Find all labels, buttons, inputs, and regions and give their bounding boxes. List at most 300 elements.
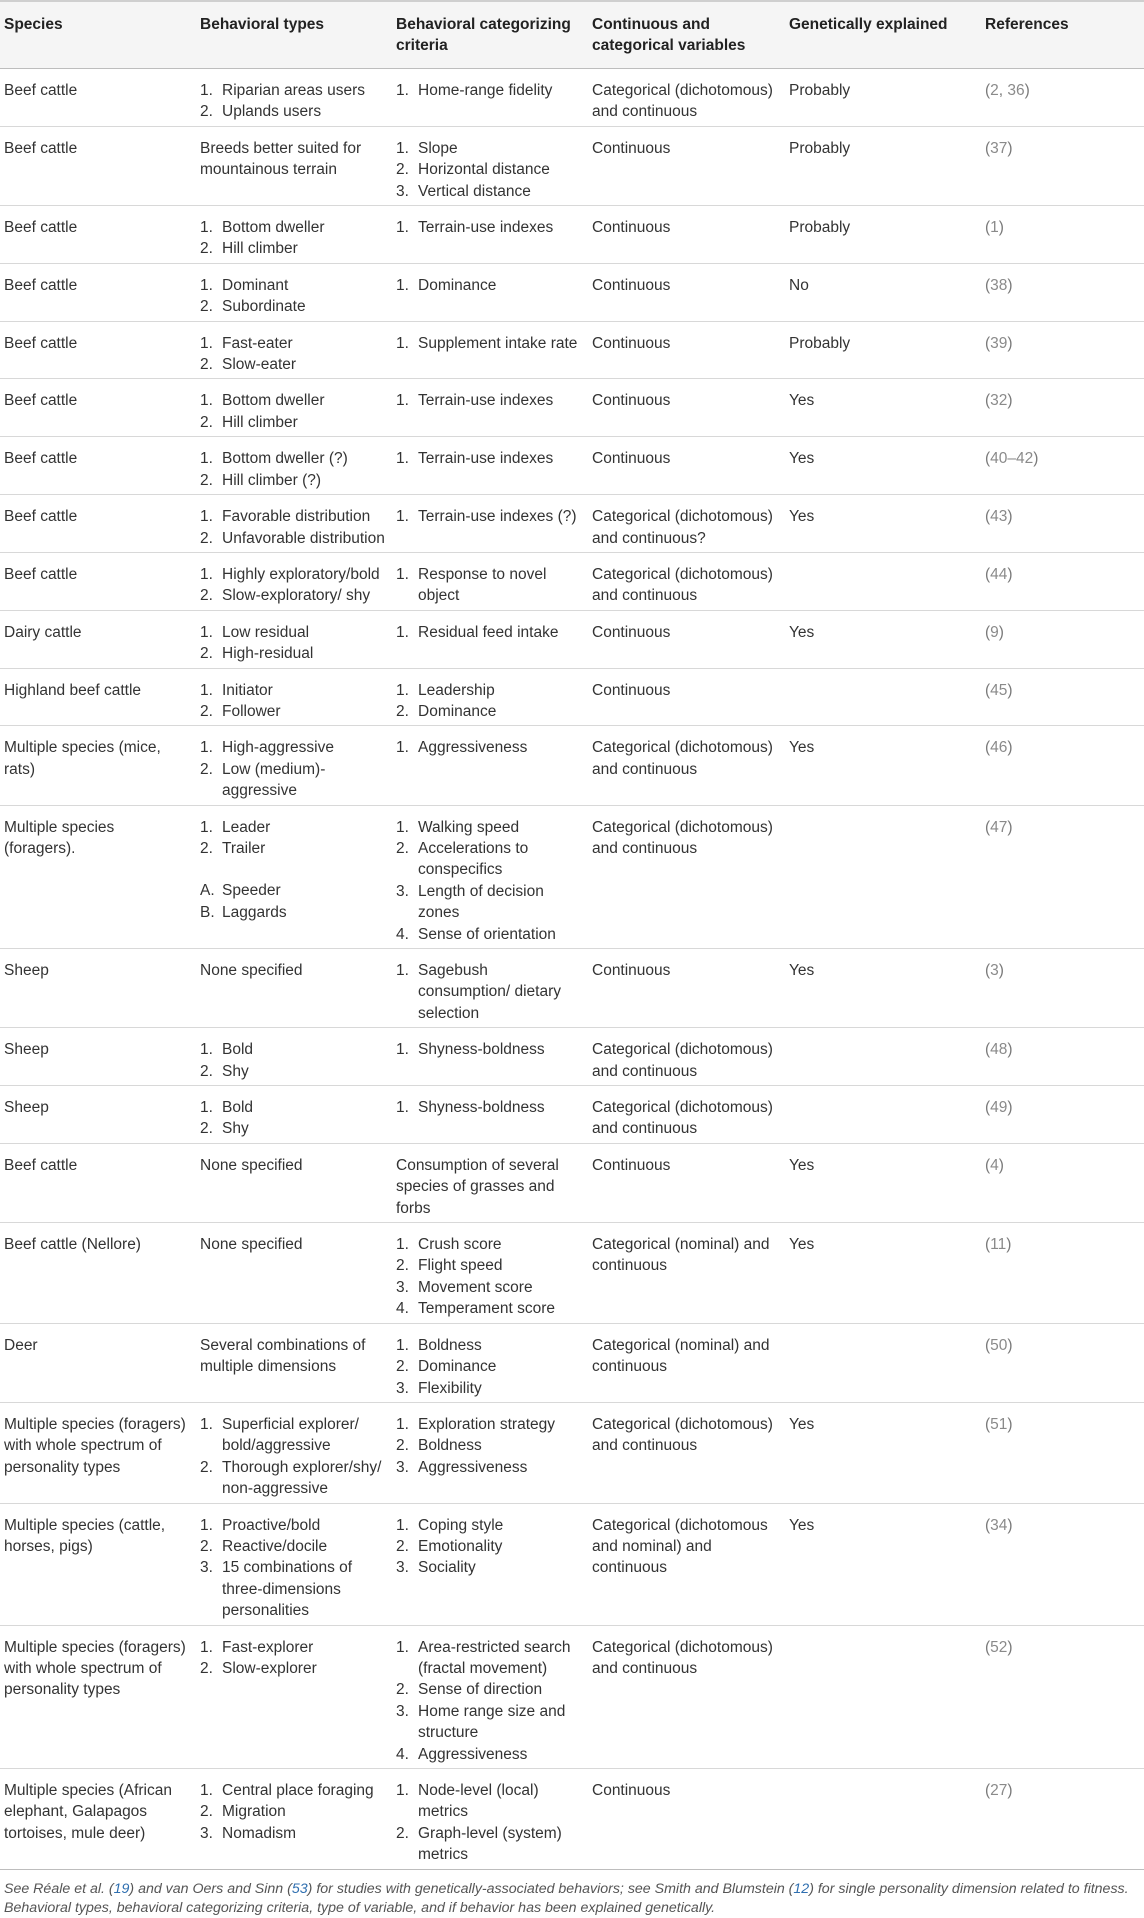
numbered-list — [200, 1097, 386, 1140]
list-item — [200, 1823, 386, 1844]
list-item — [396, 217, 582, 238]
list-item — [200, 1097, 386, 1118]
cell-behavioral-types — [196, 552, 392, 610]
reference-link[interactable]: 45 — [990, 681, 1008, 699]
list-marker: 3. — [200, 1824, 213, 1842]
reference-punct: ) — [1007, 1516, 1013, 1534]
list-item-text: Accelerations to conspecifics — [418, 839, 529, 879]
list-item-text: Graph-level (system) metrics — [418, 1824, 562, 1864]
cell-genetically-explained: Probably — [785, 126, 981, 205]
cell-variables: Continuous — [588, 949, 785, 1028]
list-marker: 2. — [396, 1358, 409, 1376]
list-item — [396, 1515, 582, 1536]
numbered-list — [200, 506, 386, 549]
reference-punct: ( — [985, 334, 991, 352]
list-item-text: Thorough explorer/shy/ non-aggressive — [222, 1458, 382, 1498]
cell-variables: Continuous — [588, 1769, 785, 1870]
types-text: None specified — [200, 1156, 303, 1174]
cell-genetically-explained: Yes — [785, 1402, 981, 1503]
list-item — [200, 585, 386, 606]
list-item — [396, 1277, 582, 1298]
header-variables: Continuous and categorical variables — [588, 1, 785, 69]
list-item-text: Slow-exploratory/ shy — [222, 587, 371, 605]
list-marker: 2. — [396, 1824, 409, 1842]
numbered-list — [200, 448, 386, 491]
cell-variables: Categorical (dichotomous) and continuous — [588, 1402, 785, 1503]
footnote-text: See Réale et al. ( — [4, 1880, 114, 1897]
cell-references — [981, 610, 1144, 668]
cell-categorizing-criteria — [392, 1323, 588, 1402]
list-marker: 1. — [396, 1336, 409, 1354]
table-row — [0, 668, 1144, 726]
reference-punct: ) — [1007, 334, 1013, 352]
header-genetically-explained: Genetically explained — [785, 1, 981, 69]
reference-punct: ) — [1007, 1099, 1013, 1117]
table-row — [0, 206, 1144, 264]
list-item — [396, 181, 582, 202]
header-row — [0, 1, 1144, 69]
cell-categorizing-criteria — [392, 126, 588, 205]
list-item-text: Sense of orientation — [418, 925, 556, 943]
list-marker: 1. — [200, 334, 213, 352]
list-item — [396, 564, 582, 607]
list-item-text: Home range size and structure — [418, 1702, 566, 1742]
list-item-text: Response to novel object — [418, 565, 547, 605]
list-marker: 2. — [396, 839, 409, 857]
cell-behavioral-types — [196, 437, 392, 495]
reference-link[interactable]: 46 — [990, 739, 1008, 757]
list-item — [200, 622, 386, 643]
numbered-list — [200, 80, 386, 123]
list-marker: 3. — [200, 1559, 213, 1577]
list-item — [396, 1234, 582, 1255]
cell-references — [981, 1028, 1144, 1086]
list-marker: 2. — [200, 839, 213, 857]
list-marker: 1. — [200, 276, 213, 294]
cell-behavioral-types — [196, 1769, 392, 1870]
reference-punct: ) — [1007, 681, 1013, 699]
footnote-reference-link[interactable]: 53 — [291, 1880, 308, 1897]
list-marker: 1. — [200, 1638, 213, 1656]
list-item — [200, 354, 386, 375]
list-marker: 1. — [396, 1099, 409, 1117]
reference-link[interactable]: 11 — [990, 1236, 1007, 1254]
numbered-list — [396, 506, 582, 527]
list-item-text: Bottom dweller — [222, 392, 325, 410]
list-marker: 1. — [396, 1638, 409, 1656]
reference-punct: ( — [985, 1336, 991, 1354]
reference-link[interactable]: 51 — [990, 1415, 1008, 1433]
list-item-text: Shyness-boldness — [418, 1099, 545, 1117]
cell-behavioral-types — [196, 1503, 392, 1625]
cell-references — [981, 1503, 1144, 1625]
list-item — [396, 1679, 582, 1700]
list-item-text: Hill climber — [222, 413, 298, 431]
reference-link[interactable]: 39 — [990, 334, 1008, 352]
cell-species: Deer — [0, 1323, 196, 1402]
reference-punct: ) — [1007, 1336, 1013, 1354]
reference-link[interactable]: 34 — [990, 1516, 1008, 1534]
numbered-list — [396, 1780, 582, 1866]
footnote-line-2: Behavioral types, behavioral categorizing criteria, type of variable, and if behavior has been explained genetically. — [4, 1899, 716, 1916]
cell-species: Multiple species (foragers). — [0, 805, 196, 948]
list-item — [200, 1536, 386, 1557]
list-item — [200, 238, 386, 259]
cell-genetically-explained: Yes — [785, 1223, 981, 1324]
list-item-text: Aggressiveness — [418, 739, 528, 757]
numbered-list — [396, 448, 582, 469]
reference-punct: ( — [985, 139, 991, 157]
numbered-list — [396, 1039, 582, 1060]
reference-link[interactable]: 38 — [990, 276, 1008, 294]
cell-genetically-explained — [785, 1086, 981, 1144]
reference-punct: ( — [985, 276, 991, 294]
cell-behavioral-types — [196, 1028, 392, 1086]
list-marker: 2. — [200, 471, 213, 489]
cell-categorizing-criteria — [392, 321, 588, 379]
reference-link[interactable]: 4 — [990, 1156, 999, 1174]
cell-references — [981, 321, 1144, 379]
cell-references — [981, 1143, 1144, 1222]
cell-genetically-explained: Yes — [785, 610, 981, 668]
cell-species: Beef cattle — [0, 379, 196, 437]
reference-punct: ) — [1007, 1638, 1013, 1656]
list-item-text: Speeder — [222, 882, 281, 900]
numbered-list — [396, 737, 582, 758]
list-item-text: High-residual — [222, 645, 314, 663]
list-item — [200, 1118, 386, 1139]
table-row — [0, 437, 1144, 495]
cell-variables: Continuous — [588, 263, 785, 321]
reference-punct: ) — [998, 1156, 1004, 1174]
cell-species: Beef cattle — [0, 1143, 196, 1222]
reference-punct: ( — [985, 1782, 991, 1799]
list-item — [200, 838, 386, 859]
list-item — [200, 759, 386, 802]
reference-link[interactable]: 44 — [990, 565, 1008, 583]
cell-species: Dairy cattle — [0, 610, 196, 668]
cell-categorizing-criteria — [392, 668, 588, 726]
cell-behavioral-types — [196, 379, 392, 437]
list-marker: 3. — [396, 882, 409, 900]
table-row — [0, 126, 1144, 205]
cell-species: Beef cattle — [0, 437, 196, 495]
list-item-text: Highly exploratory/bold — [222, 565, 380, 583]
table-row — [0, 379, 1144, 437]
list-marker: 1. — [200, 508, 213, 526]
cell-species: Multiple species (cattle, horses, pigs) — [0, 1503, 196, 1625]
reference-punct: ) — [1007, 1782, 1013, 1799]
list-item-text: Movement score — [418, 1278, 533, 1296]
reference-link[interactable]: 36 — [1007, 82, 1025, 99]
header-behavioral-types: Behavioral types — [196, 1, 392, 69]
reference-punct: ) — [998, 962, 1004, 979]
table-footnote — [0, 1870, 1144, 1918]
list-item — [396, 1414, 582, 1435]
list-item-text: Shyness-boldness — [418, 1041, 545, 1059]
list-marker: 1. — [396, 392, 409, 410]
cell-variables: Continuous — [588, 126, 785, 205]
list-item — [200, 564, 386, 585]
list-marker: 1. — [200, 392, 213, 410]
cell-references — [981, 805, 1144, 948]
list-marker: 1. — [200, 1782, 213, 1799]
list-item — [396, 838, 582, 881]
list-item — [200, 1414, 386, 1457]
footnote-reference-link[interactable]: 12 — [793, 1880, 810, 1897]
footnote-reference-link[interactable]: 19 — [113, 1880, 130, 1897]
table-row — [0, 321, 1144, 379]
header-categorizing-criteria: Behavioral categorizing criteria — [392, 1, 588, 69]
reference-punct: ( — [985, 681, 991, 699]
list-marker: 2. — [396, 1437, 409, 1455]
list-item-text: Fast-eater — [222, 334, 293, 352]
reference-link[interactable]: 27 — [990, 1782, 1008, 1799]
cell-genetically-explained: No — [785, 263, 981, 321]
list-item — [200, 80, 386, 101]
list-marker: 1. — [200, 450, 213, 468]
reference-link[interactable]: 49 — [990, 1099, 1008, 1117]
list-item — [200, 506, 386, 527]
list-item-text: Boldness — [418, 1336, 482, 1354]
list-item-text: Bottom dweller (?) — [222, 450, 348, 468]
list-marker: 1. — [200, 1415, 213, 1433]
list-item — [200, 101, 386, 122]
cell-references — [981, 263, 1144, 321]
cell-references — [981, 726, 1144, 805]
cell-references — [981, 437, 1144, 495]
list-item — [200, 902, 386, 923]
list-marker: 1. — [200, 1099, 213, 1117]
list-marker: 2. — [200, 760, 213, 778]
cell-species: Beef cattle — [0, 495, 196, 553]
table-row — [0, 1625, 1144, 1768]
list-item — [396, 506, 582, 527]
list-item-text: Follower — [222, 702, 281, 720]
list-item — [396, 680, 582, 701]
list-marker: 2. — [200, 103, 213, 121]
list-marker: 2. — [396, 1537, 409, 1555]
list-item-text: Bold — [222, 1099, 254, 1117]
list-marker: 1. — [396, 1782, 409, 1799]
cell-genetically-explained: Yes — [785, 437, 981, 495]
list-item-text: Slow-eater — [222, 356, 297, 374]
list-item — [396, 1039, 582, 1060]
reference-link[interactable]: 43 — [990, 508, 1008, 526]
cell-variables: Categorical (nominal) and continuous — [588, 1223, 785, 1324]
cell-variables: Continuous — [588, 437, 785, 495]
list-item-text: Central place foraging — [222, 1782, 374, 1799]
reference-link[interactable]: 50 — [990, 1336, 1008, 1354]
reference-punct: ) — [1007, 392, 1013, 410]
list-item — [200, 1658, 386, 1679]
list-item-text: Supplement intake rate — [418, 334, 578, 352]
cell-categorizing-criteria — [392, 1143, 588, 1222]
cell-genetically-explained: Probably — [785, 206, 981, 264]
cell-variables: Categorical (dichotomous) and continuous? — [588, 495, 785, 553]
reference-punct: ) — [998, 219, 1004, 237]
numbered-list — [396, 333, 582, 354]
cell-genetically-explained: Yes — [785, 1143, 981, 1222]
list-item-text: 15 combinations of three-dimensions personalities — [222, 1559, 353, 1620]
list-marker: 2. — [200, 645, 213, 663]
cell-behavioral-types — [196, 726, 392, 805]
cell-genetically-explained — [785, 805, 981, 948]
reference-link[interactable]: 1 — [990, 219, 999, 237]
footnote-text: ) for studies with genetically-associated behaviors; see Smith and Blumstein ( — [307, 1880, 794, 1897]
reference-link[interactable]: 52 — [990, 1638, 1008, 1656]
list-item-text: Shy — [222, 1062, 249, 1080]
list-marker: 1. — [396, 962, 409, 979]
reference-link[interactable]: 37 — [990, 139, 1008, 157]
list-marker: 1. — [396, 1041, 409, 1059]
reference-punct: ( — [985, 1099, 991, 1117]
cell-genetically-explained: Yes — [785, 949, 981, 1028]
list-item — [200, 817, 386, 838]
cell-behavioral-types — [196, 1086, 392, 1144]
list-marker: 2. — [200, 1659, 213, 1677]
footnote-text: ) for single personality dimension related to fitness. — [809, 1880, 1129, 1897]
list-marker: 1. — [200, 1041, 213, 1059]
list-item-text: Area-restricted search (fractal movement) — [418, 1638, 571, 1677]
list-marker: 2. — [200, 1062, 213, 1080]
cell-species: Multiple species (mice, rats) — [0, 726, 196, 805]
table-row — [0, 1503, 1144, 1625]
reference-punct: ( — [985, 739, 991, 757]
list-marker: 1. — [396, 623, 409, 641]
list-marker: 2. — [200, 1458, 213, 1476]
table-row — [0, 949, 1144, 1028]
reference-punct: ) — [1007, 565, 1013, 583]
cell-categorizing-criteria — [392, 949, 588, 1028]
numbered-list — [396, 390, 582, 411]
list-item-text: Sagebush consumption/ dietary selection — [418, 962, 562, 1022]
header-species: Species — [0, 1, 196, 69]
numbered-list — [396, 1234, 582, 1320]
list-item — [200, 1780, 386, 1801]
cell-references — [981, 1223, 1144, 1324]
list-marker: 4. — [396, 1745, 409, 1763]
reference-punct: ( — [985, 818, 991, 836]
list-item-text: Initiator — [222, 681, 273, 699]
cell-variables: Categorical (dichotomous) and continuous — [588, 69, 785, 127]
list-marker: 1. — [396, 82, 409, 99]
list-item-text: Favorable distribution — [222, 508, 371, 526]
reference-punct: ( — [985, 1236, 991, 1254]
list-item — [200, 1061, 386, 1082]
list-item — [396, 881, 582, 924]
list-item-text: Reactive/docile — [222, 1537, 328, 1555]
cell-genetically-explained: Yes — [785, 379, 981, 437]
list-item — [396, 1637, 582, 1680]
numbered-list — [200, 275, 386, 318]
list-item — [396, 80, 582, 101]
cell-references — [981, 1323, 1144, 1402]
list-item — [396, 1097, 582, 1118]
reference-link[interactable]: 32 — [990, 392, 1008, 410]
list-item — [396, 138, 582, 159]
list-item — [396, 159, 582, 180]
reference-punct: ) — [1007, 508, 1013, 526]
list-item — [396, 817, 582, 838]
list-item — [200, 275, 386, 296]
list-marker: 4. — [396, 1300, 409, 1318]
cell-variables: Categorical (dichotomous) and continuous — [588, 1028, 785, 1086]
reference-punct: ) — [1007, 739, 1013, 757]
cell-genetically-explained: Probably — [785, 321, 981, 379]
table-row — [0, 1769, 1144, 1870]
list-item-text: High-aggressive — [222, 739, 334, 757]
numbered-list — [200, 1414, 386, 1500]
table-row — [0, 1143, 1144, 1222]
list-marker: 2. — [200, 356, 213, 374]
reference-punct: ( — [985, 1516, 991, 1534]
list-item — [200, 880, 386, 901]
cell-behavioral-types — [196, 321, 392, 379]
list-item — [200, 448, 386, 469]
table-header — [0, 1, 1144, 69]
cell-species: Sheep — [0, 949, 196, 1028]
list-item — [200, 296, 386, 317]
cell-species: Highland beef cattle — [0, 668, 196, 726]
reference-link[interactable]: 3 — [990, 962, 999, 979]
list-marker: 3. — [396, 1458, 409, 1476]
reference-link[interactable]: 40–42 — [990, 450, 1034, 468]
reference-link[interactable]: 48 — [990, 1041, 1008, 1059]
cell-categorizing-criteria — [392, 69, 588, 127]
reference-punct: ) — [1006, 1236, 1012, 1254]
list-marker: 1. — [396, 450, 409, 468]
list-item-text: Exploration strategy — [418, 1415, 555, 1433]
list-item — [396, 1298, 582, 1319]
list-item-text: Shy — [222, 1120, 249, 1138]
list-marker: 2. — [200, 1537, 213, 1555]
reference-punct: ) — [1024, 82, 1030, 99]
cell-references — [981, 1769, 1144, 1870]
list-item-text: Hill climber (?) — [222, 471, 322, 489]
cell-behavioral-types — [196, 610, 392, 668]
numbered-list — [396, 960, 582, 1024]
types-text: None specified — [200, 1236, 303, 1254]
types-text: Several combinations of multiple dimensions — [200, 1336, 366, 1376]
footnote-text: ) and van Oers and Sinn ( — [129, 1880, 292, 1897]
list-marker: 2. — [396, 161, 409, 179]
cell-behavioral-types — [196, 495, 392, 553]
list-item — [200, 528, 386, 549]
reference-link[interactable]: 9 — [990, 623, 999, 641]
list-item — [200, 333, 386, 354]
cell-variables: Continuous — [588, 610, 785, 668]
cell-species: Multiple species (foragers) with whole spectrum of personality types — [0, 1402, 196, 1503]
list-marker: 4. — [396, 925, 409, 943]
reference-link[interactable]: 2 — [990, 82, 999, 99]
reference-link[interactable]: 47 — [990, 818, 1008, 836]
cell-references — [981, 1625, 1144, 1768]
cell-references — [981, 495, 1144, 553]
cell-genetically-explained: Probably — [785, 69, 981, 127]
list-item-text: Crush score — [418, 1236, 502, 1254]
reference-punct: ( — [985, 1156, 991, 1174]
cell-species: Multiple species (African elephant, Galapagos tortoises, mule deer) — [0, 1769, 196, 1870]
cell-genetically-explained — [785, 1323, 981, 1402]
reference-punct: ( — [985, 508, 991, 526]
list-item-text: Trailer — [222, 839, 266, 857]
cell-species: Beef cattle — [0, 552, 196, 610]
list-item-text: Boldness — [418, 1437, 482, 1455]
list-marker: 3. — [396, 1559, 409, 1577]
list-item — [396, 390, 582, 411]
cell-behavioral-types — [196, 1625, 392, 1768]
